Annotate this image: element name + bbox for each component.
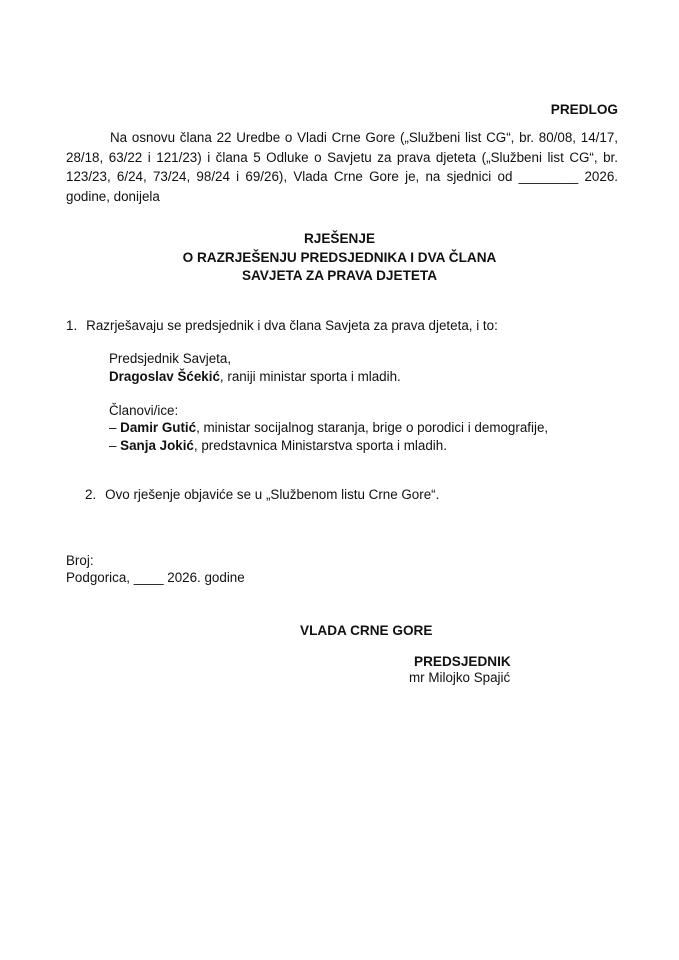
president-entry xyxy=(109,367,401,386)
member-2-name: Sanja Jokić xyxy=(120,438,194,453)
issuing-authority: VLADA CRNE GORE xyxy=(300,623,433,638)
member-1-description: , ministar socijalnog staranja, brige o porodici i demografije, xyxy=(196,420,549,435)
preamble-paragraph xyxy=(66,128,618,206)
preamble-text: Na osnovu člana 22 Uredbe o Vladi Crne Gore („Službeni list CG“, br. 80/08, 14/17, 28/18, 63/22 i 121/23) i člana 5 Odluke o Savjetu za prava djeteta („Službeni list CG“, br. 123/23, 6/24, 73/24, 98/24 i 69/26), Vlada Crne Gore je, na sjednici od ________ 2026. godine, donijela xyxy=(66,130,618,204)
document-number: Broj: xyxy=(66,553,94,568)
president-description: , raniji ministar sporta i mladih. xyxy=(219,369,401,384)
member-1-dash: – xyxy=(109,420,121,435)
president-heading: Predsjednik Savjeta, xyxy=(109,351,232,366)
president-name: Dragoslav Šćekić xyxy=(109,369,220,384)
member-1-name: Damir Gutić xyxy=(120,420,197,435)
member-2-dash: – xyxy=(109,438,121,453)
place-and-date: Podgorica, ____ 2026. godine xyxy=(66,570,245,585)
item-1-number: 1. xyxy=(66,318,78,333)
decision-subtitle-line-1: O RAZRJEŠENJU PREDSJEDNIKA I DVA ČLANA xyxy=(182,250,497,265)
document-status-label: PREDLOG xyxy=(550,102,618,117)
item-2-text: Ovo rješenje objaviće se u „Službenom listu Crne Gore“. xyxy=(105,487,440,502)
item-1-text: Razrješavaju se predsjednik i dva člana Savjeta za prava djeteta, i to: xyxy=(86,318,498,333)
signatory-name: mr Milojko Spajić xyxy=(409,670,511,685)
member-entry-1 xyxy=(109,418,548,437)
decision-title: RJEŠENJE xyxy=(303,231,376,246)
item-2 xyxy=(85,485,439,504)
item-1 xyxy=(66,316,498,335)
members-heading: Članovi/ice: xyxy=(109,403,179,418)
item-2-number: 2. xyxy=(85,487,97,502)
signatory-title: PREDSJEDNIK xyxy=(414,654,511,669)
member-entry-2 xyxy=(109,436,447,455)
member-2-description: , predstavnica Ministarstva sporta i mladih. xyxy=(193,438,447,453)
decision-subtitle-line-2: SAVJETA ZA PRAVA DJETETA xyxy=(241,268,438,283)
